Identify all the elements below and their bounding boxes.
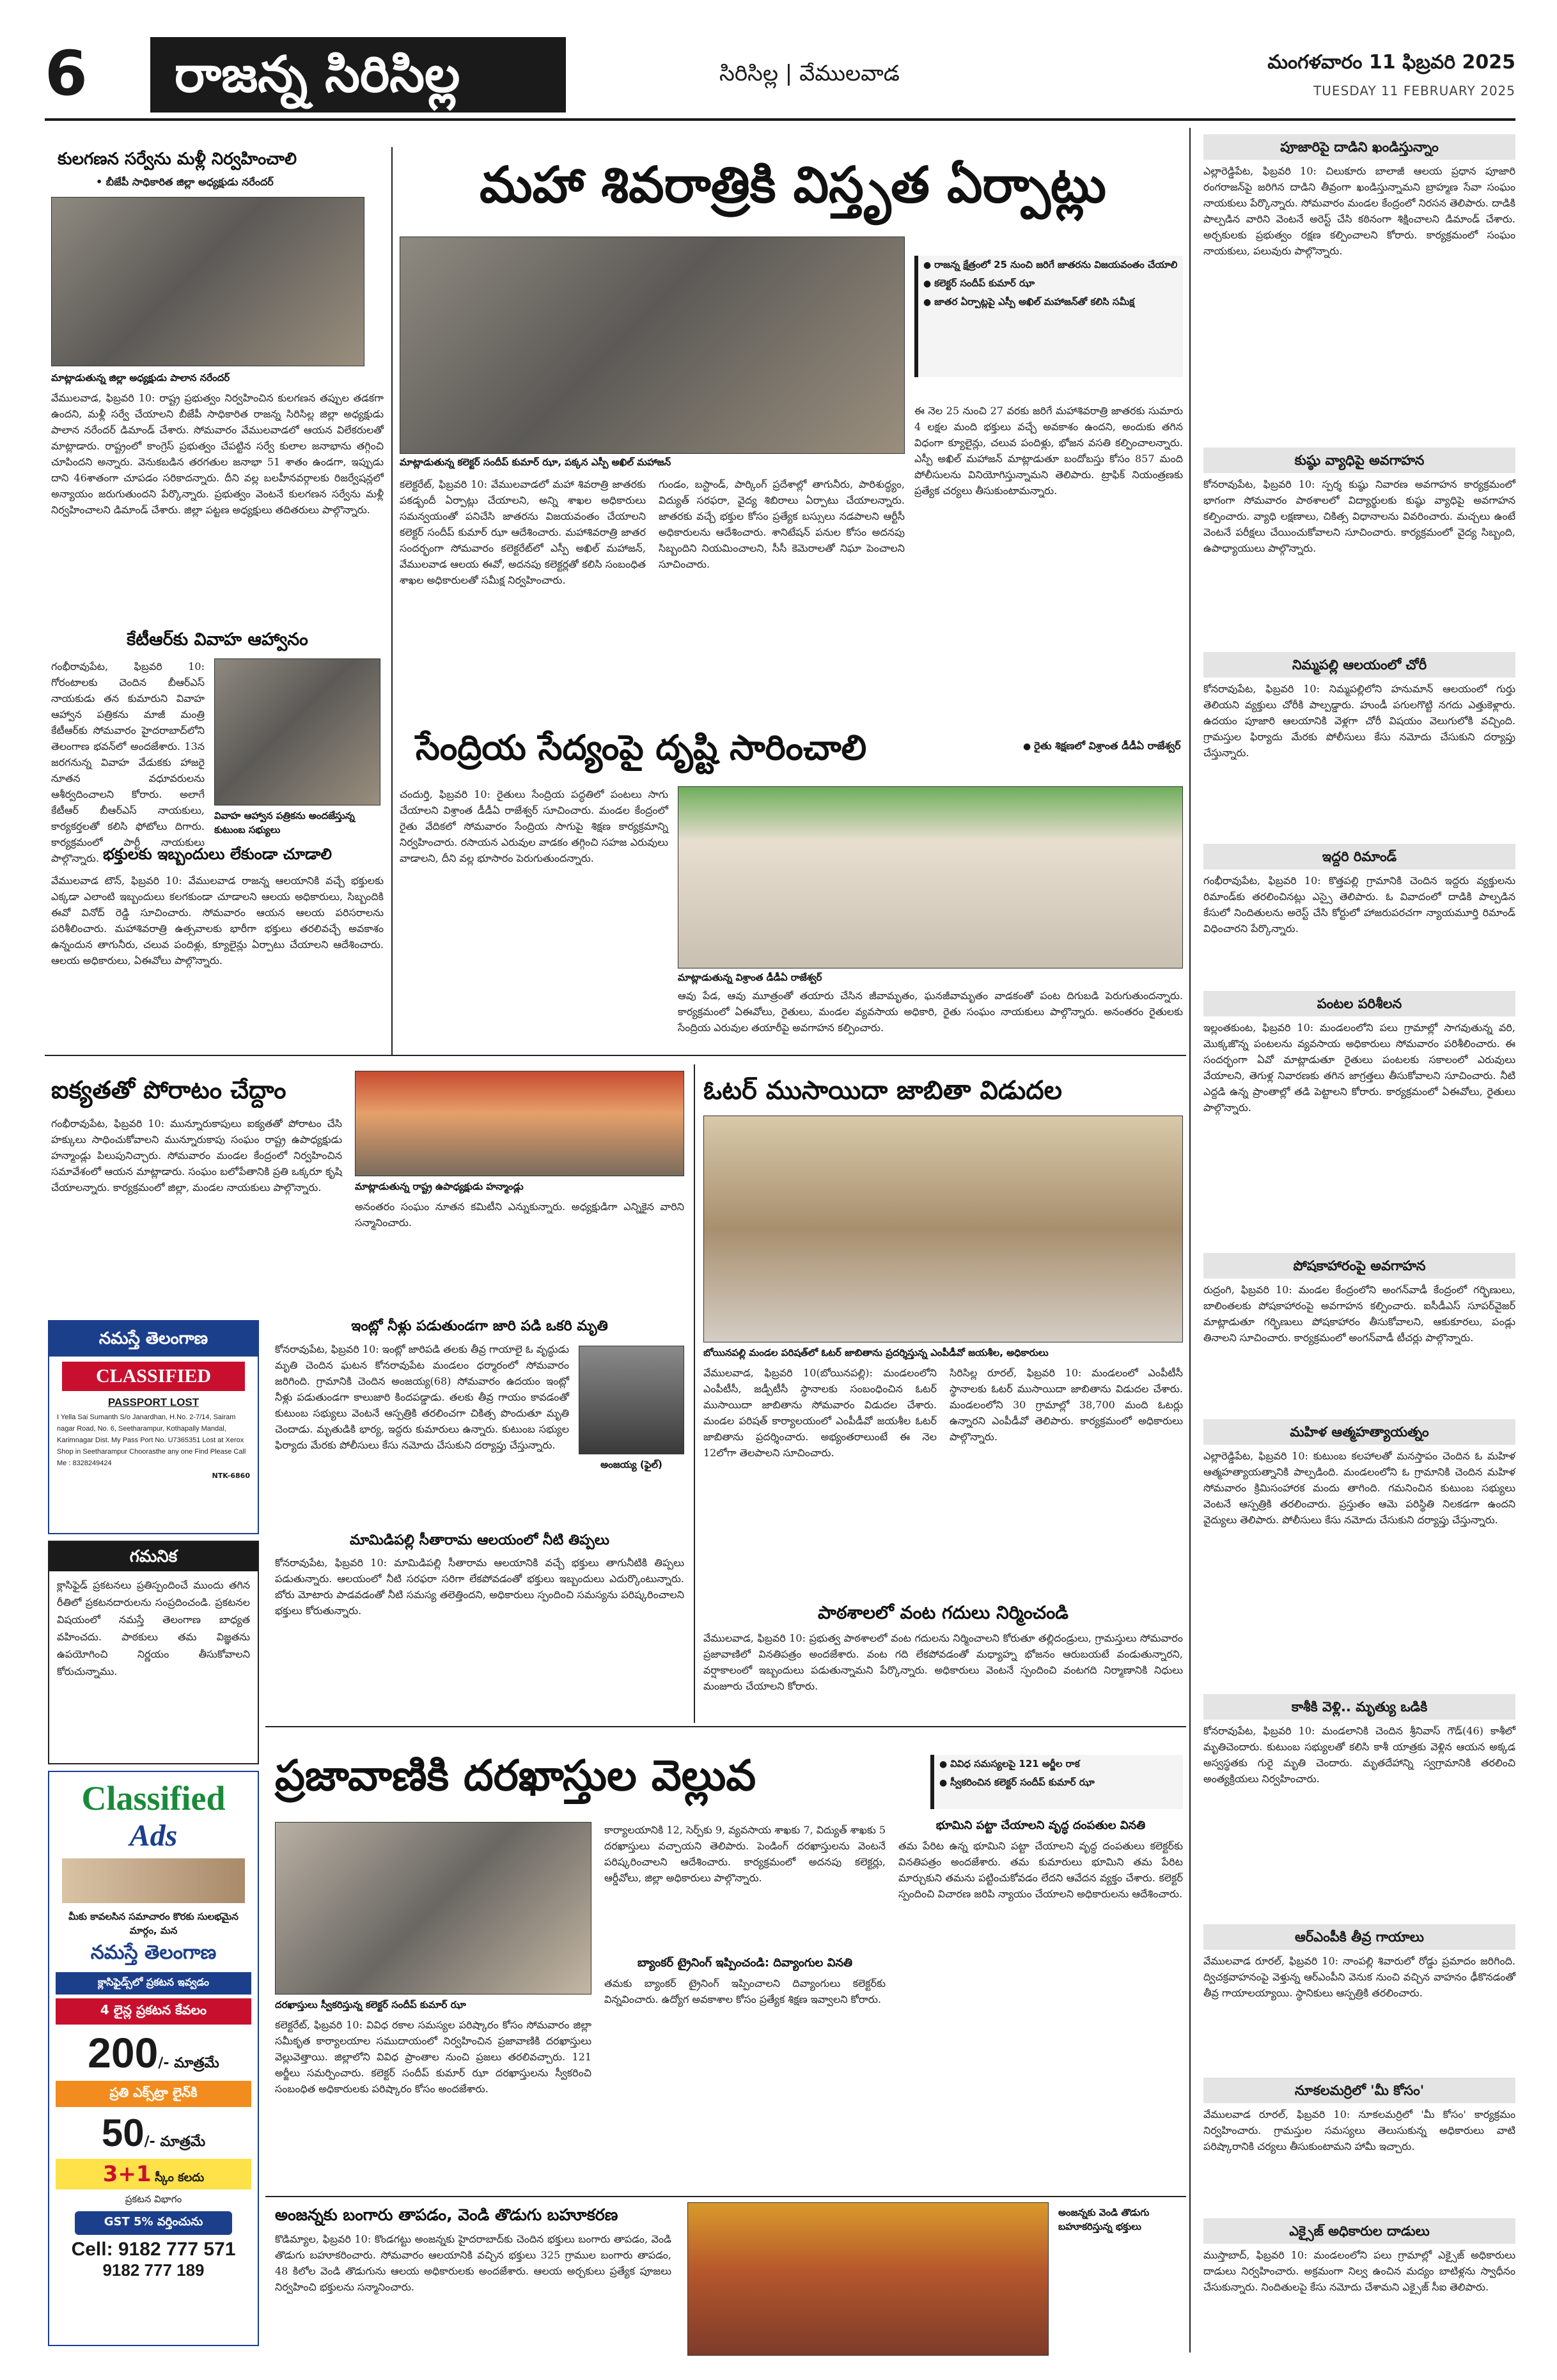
ad-brand: నమస్తే తెలంగాణ	[90, 1941, 217, 1964]
article-headline: ప్రజావాణికి దరఖాస్తుల వెల్లువ	[275, 1751, 756, 1800]
brief-headline: ఎక్సైజ్ అధికారుల దాడులు	[1203, 2218, 1515, 2244]
ad-label: CLASSIFIED	[62, 1362, 245, 1391]
column-divider	[1189, 128, 1191, 2353]
article-body: వేములవాడ, ఫిబ్రవరి 10: ప్రభుత్వ పాఠశాలలో వంట గదులను నిర్మించాలని కోరుతూ తల్లిదండ్రులు, గ్రామస్తులు సోమవారం ప్రజావాణిలో వినతిపత్రం అందజేశారు. వంట గది లేకపోవడంతో మధ్యాహ్న భోజనం ఆరుబయటే వండుతున్నారని, వర్షాకాలంలో ఇబ్బందులు పడుతున్నామని పేర్కొన్నారు. అధికారులు వెంటనే స్పందించి వంటగది నిర్మాణానికి నిధులు మంజూరు చేయాలని కోరారు.	[703, 1632, 1183, 1692]
article-subhead: ● రైతు శిక్షణలో విశ్రాంత డీడీఏ రాజేశ్వర్	[1023, 740, 1181, 752]
edition-title: రాజన్న సిరిసిల్ల	[150, 37, 566, 113]
brief-body: గంభీరావుపేట, ఫిబ్రవరి 10: కొత్తపల్లి గ్రామానికి చెందిన ఇద్దరు వ్యక్తులను రిమాండ్‌కు తరలించినట్లు ఎస్సై తెలిపారు. ఓ వివాదంలో దాడికి పాల్పడిన కేసులో నిందితులను అరెస్ట్ చేసి కోర్టులో హాజరుపరచగా న్యాయమూర్తి రిమాండ్ విధించారని పేర్కొన్నారు.	[1203, 875, 1515, 935]
ad-notice	[48, 1541, 259, 1764]
brief-body: వేములవాడ రూరల్, ఫిబ్రవరి 10: నాంపల్లి శివారులో రోడ్డు ప్రమాదం జరిగింది. ద్విచక్రవాహనంపై వెళ్తున్న ఆర్ఎంపీని వెనుక నుంచి వచ్చిన వాహనం ఢీకొనడంతో తీవ్ర గాయాలయ్యాయి. స్థానికులు ఆస్పత్రికి తరలించారు.	[1203, 1955, 1515, 1999]
masthead	[45, 32, 1515, 115]
photo-invitation	[214, 658, 380, 805]
article-body: వేములవాడ, ఫిబ్రవరి 10(బోయినపల్లి): మండలంలోని ఎంపీటీసీ, జడ్పీటీసీ స్థానాలకు సంబంధించిన ఓటర్ ముసాయిదా జాబితాను సోమవారం విడుదల చేశారు. మండల పరిషత్ కార్యాలయంలో ఎంపీడీవో జయశీల ఓటర్ జాబితాను ప్రదర్శించారు. అభ్యంతరాలుంటే ఈ నెల 12లోగా తెలపాలని సూచించారు.	[703, 1367, 937, 1459]
ad-item-title: PASSPORT LOST	[107, 1396, 200, 1408]
article-body: గుండం, బస్టాండ్, పార్కింగ్ ప్రదేశాల్లో తాగునీరు, పారిశుద్ధ్యం, విద్యుత్ సరఫరా, వైద్య శిబిరాలు ఏర్పాటు చేయాలన్నారు. జాతరకు వచ్చే భక్తుల కోసం ప్రత్యేక బస్సులు నడపాలని ఆర్టీసీ అధికారులను ఆదేశించారు. శానిటేషన్ పనుల కోసం అదనపు సిబ్బందిని నియమించాలని, సీసీ కెమెరాలతో నిఘా పెంచాలని సూచించారు.	[659, 478, 905, 570]
article-body: ఆవు పేడ, ఆవు మూత్రంతో తయారు చేసిన జీవామృతం, ఘనజీవామృతం వాడకంతో పంట దిగుబడి పెరుగుతుందన్నారు. కార్యక్రమంలో ఏఈవోలు, రైతులు, మండల వ్యవసాయ అధికారి, రైతు సంఘం నాయకులు పాల్గొన్నారు. అనంతరం రైతులకు సేంద్రియ ఎరువుల తయారీపై అవగాహన కల్పించారు.	[678, 990, 1183, 1034]
article-headline: కులగణన సర్వేను మళ్లీ నిర్వహించాలి	[58, 150, 297, 169]
photo-caption: మాట్లాడుతున్న రాష్ట్ర ఉపాధ్యక్షుడు హన్మాండ్లు	[355, 1181, 524, 1192]
ad-title-1: Classified	[81, 1779, 226, 1817]
masthead-rule	[45, 118, 1515, 121]
highlights-box	[930, 1755, 1183, 1809]
brief-body: ఎల్లారెడ్డిపేట, ఫిబ్రవరి 10: చిలుకూరు బాలాజీ ఆలయ ప్రధాన పూజారి రంగరాజన్‌పై జరిగిన దాడిని తీవ్రంగా ఖండిస్తున్నామని బ్రాహ్మణ సేవా సంఘం నాయకులు పేర్కొన్నారు. సోమవారం మండల కేంద్రంలో నిరసన తెలిపారు. దాడికి పాల్పడిన వారిని వెంటనే అరెస్ట్ చేసి కఠినంగా శిక్షించాలని డిమాండ్ చేశారు. అర్చకులకు ప్రభుత్వం రక్షణ కల్పించాలని కోరారు. కార్యక్రమంలో సంఘం నాయకులు, పలువురు పాల్గొన్నారు.	[1203, 165, 1515, 257]
brief-body: ముస్తాబాద్, ఫిబ్రవరి 10: మండలంలోని పలు గ్రామాల్లో ఎక్సైజ్ అధికారులు దాడులు నిర్వహించారు. అక్రమంగా నిల్వ ఉంచిన మద్యం బాటిళ్లను స్వాధీనం చేసుకున్నారు. నిందితులపై కేసు నమోదు చేశామని ఎక్సైజ్ సీఐ తెలిపారు.	[1203, 2249, 1515, 2293]
article-body: కోనరావుపేట, ఫిబ్రవరి 10: మామిడిపల్లి సీతారామ ఆలయానికి వచ్చే భక్తులు తాగునీటికి తిప్పలు పడుతున్నారు. ఆలయంలో నీటి సరఫరా సరిగా లేకపోవడంతో భక్తులు ఇబ్బందులు ఎదుర్కొంటున్నారు. బోరు మోటారు పాడవడంతో నీటి సమస్య తలెత్తిందని, అధికారులు స్పందించి సమస్యను పరిష్కరించాలని భక్తులు కోరుతున్నారు.	[275, 1557, 684, 1617]
article-body: చందుర్తి, ఫిబ్రవరి 10: రైతులు సేంద్రియ పద్ధతిలో పంటలు సాగు చేయాలని విశ్రాంత డీడీఏ రాజేశ్వర్ సూచించారు. మండల కేంద్రంలో రైతు వేదికలో సోమవారం సేంద్రియ సాగుపై శిక్షణ కార్యక్రమాన్ని నిర్వహించారు. రసాయన ఎరువుల వాడకం తగ్గించి సహజ ఎరువులు వాడాలని, దీని వల్ల భూసారం పెరుగుతుందన్నారు.	[400, 788, 668, 864]
highlight-item: ● జాతర ఏర్పాట్లపై ఎస్పీ అఖిల్ మహాజన్‌తో కలిసి సమీక్ష	[923, 296, 1135, 307]
brief-headline: ఆర్ఎంపీకి తీవ్ర గాయాలు	[1203, 1924, 1515, 1950]
ad-phone: Cell: 9182 777 571	[71, 2239, 236, 2260]
column-divider	[391, 147, 393, 1055]
highlights-box	[914, 256, 1183, 377]
subsection-headline: బ్యాంకర్ ట్రైనింగ్ ఇప్పించండి: దివ్యాంగుల వినతి	[637, 1956, 853, 1970]
photo-caption: అంజయ్య (ఫైల్)	[600, 1459, 662, 1470]
ad-note: ప్రకటన విభాగం	[125, 2193, 182, 2205]
row-divider	[265, 1726, 1186, 1727]
brief-headline: పూజారిపై దాడిని ఖండిస్తున్నాం	[1203, 134, 1515, 160]
article-headline: పాఠశాలలో వంట గదులు నిర్మించండి	[818, 1602, 1068, 1623]
ad-offer: 4 లైన్ల ప్రకటన కేవలం	[56, 1998, 251, 2025]
brief-headline: నిమ్మపల్లి ఆలయంలో చోరీ	[1203, 652, 1515, 678]
brief-body: కోనరావుపేట, ఫిబ్రవరి 10: స్పర్శ కుష్ఠు నివారణ అవగాహన కార్యక్రమంలో భాగంగా సోమవారం పాఠశాలలో విద్యార్థులకు కుష్ఠు వ్యాధిపై అవగాహన కల్పించారు. వ్యాధి లక్షణాలు, చికిత్స విధానాలను వివరించారు. మచ్చలు ఉంటే వెంటనే పరీక్షలు చేయించుకోవాలని సూచించారు. కార్యక్రమంలో వైద్య సిబ్బంది, ఉపాధ్యాయులు పాల్గొన్నారు.	[1203, 478, 1515, 554]
article-body: వేములవాడ, ఫిబ్రవరి 10: రాష్ట్ర ప్రభుత్వం నిర్వహించిన కులగణన తప్పుల తడకగా ఉందని, మళ్లీ సర్వే చేయాలని బీజేపీ సాధికారిత రాజన్న సిరిసిల్ల జిల్లా అధ్యక్షుడు పాలాన నరేందర్ డిమాండ్ చేశారు. సోమవారం వేములవాడలో ఆయన విలేకరులతో మాట్లాడారు. రాష్ట్రంలో కాంగ్రెస్ ప్రభుత్వం చేపట్టిన సర్వే కులాల జనాభాను తగ్గించి చూపిందని అన్నారు. వెనుకబడిన తరగతుల జనాభా 51 శాతం ఉండగా, ఇప్పుడు దాని 46శాతంగా చూపడం సరికాదన్నారు. దీని వల్ల బలహీనవర్గాలకు రిజర్వేషన్లలో అన్యాయం జరుగుతుందని పేర్కొన్నారు. ప్రభుత్వం వెంటనే కులగణన సర్వేను మళ్లీ నిర్వహించాలని డిమాండ్ చేశారు. జిల్లా పట్టణ అధ్యక్షులు తదితరులు పాల్గొన్నారు.	[51, 392, 384, 516]
article-body: కార్యాలయానికి 12, సెర్ప్‌కు 9, వ్యవసాయ శాఖకు 7, విద్యుత్ శాఖకు 5 దరఖాస్తులు వచ్చాయని తెలిపారు. పెండింగ్ దరఖాస్తులను వెంటనే పరిష్కరించాలని ఆదేశించారు. కార్యక్రమంలో అదనపు కలెక్టర్లు, ఆర్డీవోలు, జిల్లా అధికారులు పాల్గొన్నారు.	[604, 1824, 886, 1884]
article-body: కొడిమ్యాల, ఫిబ్రవరి 10: కొండగట్టు అంజన్నకు హైదరాబాద్‌కు చెందిన భక్తులు బంగారు తాపడం, వెండి తొడుగు బహూకరించారు. సోమవారం ఆలయానికి వచ్చిన భక్తులు 325 గ్రాముల బంగారు తాపడం, 48 కిలోల వెండి తొడుగును ఆలయ అధికారులకు అందజేశారు. ఆలయ అర్చకులు ప్రత్యేక పూజలు నిర్వహించి భక్తులను సన్మానించారు.	[275, 2233, 671, 2293]
row-divider	[45, 1055, 1186, 1056]
article-subhead: • బీజేపీ సాధికారిత జిల్లా అధ్యక్షుడు నరేందర్	[96, 176, 274, 188]
photo-caption: మాట్లాడుతున్న కలెక్టర్ సందీప్ కుమార్ ఝా, పక్కన ఎస్పీ అఖిల్ మహాజన్	[400, 456, 671, 468]
ad-price: 50/- మాత్రమే	[101, 2112, 206, 2154]
row-divider	[265, 2196, 1186, 2197]
photo-community-meeting	[355, 1071, 684, 1176]
brief-headline: కాశీకి వెళ్లి.. మృత్యు ఒడికి	[1203, 1694, 1515, 1720]
photo-voter-list	[703, 1116, 1183, 1342]
ad-title-2: Ads	[129, 1819, 178, 1853]
ad-classified-notice	[48, 1320, 259, 1534]
ad-price: 200/- మాత్రమే	[88, 2029, 219, 2076]
brief-headline: ఇద్దరి రిమాండ్	[1203, 844, 1515, 869]
highlight-item: ● స్వీకరించిన కలెక్టర్ సందీప్ కుమార్ ఝా	[939, 1777, 1095, 1788]
brief-body: కోనరావుపేట, ఫిబ్రవరి 10: మండలానికి చెందిన శ్రీనివాస్ గౌడ్(46) కాశీలో మృతిచెందారు. కుటుంబ సభ్యులతో కలిసి కాశీ యాత్రకు వెళ్లిన ఆయన అక్కడ అస్వస్థతకు గురై మృతి చెందారు. మృతదేహాన్ని స్వగ్రామానికి తరలించి అంత్యక్రియలు నిర్వహించారు.	[1203, 1725, 1515, 1785]
ad-heading: గమనిక	[49, 1542, 258, 1571]
ad-phone: 9182 777 189	[102, 2260, 205, 2280]
photo-caption: దరఖాస్తులు స్వీకరిస్తున్న కలెక్టర్ సందీప్ కుమార్ ఝా	[275, 1999, 466, 2011]
photo-press-meet	[51, 197, 364, 366]
edition-region: సిరిసిల్ల | వేములవాడ	[719, 61, 900, 86]
highlight-item: ● వివిధ సమస్యలపై 121 అర్జీల రాక	[939, 1758, 1080, 1769]
ad-line: క్లాసిఫైడ్స్‌లో ప్రకటన ఇవ్వడం	[56, 1972, 251, 1995]
article-body: ఈ నెల 25 నుంచి 27 వరకు జరిగే మహాశివరాత్రి జాతరకు సుమారు 4 లక్షల మంది భక్తులు వచ్చే అవకాశం ఉందని, అందుకు తగిన విధంగా క్యూలైన్లు, చలువ పందిళ్లు, భోజన వసతి కల్పించాలన్నారు. ఎస్పీ అఖిల్ మహాజన్ మాట్లాడుతూ బందోబస్తు కోసం 857 మంది పోలీసులను వినియోగిస్తున్నామని తెలిపారు. ట్రాఫిక్ నియంత్రణకు ప్రత్యేక చర్యలు తీసుకుంటామన్నారు.	[914, 405, 1183, 497]
highlight-item: ● రాజన్న క్షేత్రంలో 25 నుంచి జరిగే జాతరను విజయవంతం చేయాలి	[923, 259, 1178, 270]
photo-caption: మాట్లాడుతున్న జిల్లా అధ్యక్షుడు పాలాన నరేందర్	[51, 372, 230, 384]
brief-body: కోనరావుపేట, ఫిబ్రవరి 10: నిమ్మపల్లిలోని హనుమాన్ ఆలయంలో గుర్తు తెలియని వ్యక్తులు చోరీకి పాల్పడ్డారు. హుండీ పగులగొట్టి నగదు ఎత్తుకెళ్లారు. ఉదయం పూజారి ఆలయానికి వెళ్లగా చోరీ విషయం వెలుగులోకి వచ్చింది. గ్రామస్తుల ఫిర్యాదు మేరకు పోలీసులు కేసు నమోదు చేసుకుని దర్యాప్తు చేస్తున్నారు.	[1203, 683, 1515, 759]
article-headline: ఐక్యతతో పోరాటం చేద్దాం	[51, 1076, 286, 1104]
photo-caption: బోయినపల్లి మండల పరిషత్‌లో ఓటర్ జాబితాను ప్రదర్శిస్తున్న ఎంపీడీవో జయశీల, అధికారులు	[703, 1347, 1049, 1358]
photo-deceased	[579, 1346, 684, 1454]
subsection-headline: భూమిని పట్టా చేయాలని వృద్ధ దంపతుల వినతి	[935, 1819, 1146, 1832]
article-headline: అంజన్నకు బంగారు తాపడం, వెండి తొడుగు బహూకరణ	[275, 2205, 618, 2224]
article-headline: భక్తులకు ఇబ్బందులు లేకుండా చూడాలి	[102, 845, 333, 863]
ad-item-text: I Yella Sai Sumanth S/o Janardhan, H.No. 2-7/14, Sairam nagar Road, No. 6, Seetharampur, Kothapally Mandal, Karimnagar Dist. My Pass Port No. U7365351 Lost at Xerox Shop in Seetharampur Choorasthe any one Find Please Call Me : 8328249424	[57, 1413, 246, 1467]
brief-body: ఎల్లారెడ్డిపేట, ఫిబ్రవరి 10: కుటుంబ కలహాలతో మనస్తాపం చెందిన ఓ మహిళ ఆత్మహత్యాయత్నానికి పాల్పడింది. మండలంలోని ఓ గ్రామానికి చెందిన మహిళ సోమవారం క్రిమిసంహారక మందు తాగింది. గమనించిన కుటుంబ సభ్యులు వెంటనే ఆస్పత్రికి తరలించారు. ప్రస్తుతం ఆమె పరిస్థితి నిలకడగా ఉందని వైద్యులు తెలిపారు. పోలీసులు కేసు నమోదు చేసుకుని దర్యాప్తు చేస్తున్నారు.	[1203, 1450, 1515, 1526]
article-body: తమ పేరిట ఉన్న భూమిని పట్టా చేయాలని వృద్ధ దంపతులు కలెక్టర్‌కు వినతిపత్రం అందజేశారు. తమ కుమారులు భూమిని తమ పేరిట మార్చుకుని తమను పట్టించుకోవడం లేదని ఆవేదన వ్యక్తం చేశారు. కలెక్టర్ స్పందించి విచారణ జరిపి న్యాయం చేయాలని అధికారులను ఆదేశించారు.	[898, 1840, 1183, 1900]
article-body: సిరిసిల్ల రూరల్, ఫిబ్రవరి 10: మండలంలో ఎంపీటీసీ స్థానాలకు ఓటర్ ముసాయిదా జాబితాను విడుదల చేశారు. మండలంలోని 30 గ్రామాల్లో 38,700 మంది ఓటర్లు ఉన్నారని ఎంపీడీవో తెలిపారు. కార్యక్రమంలో అధికారులు పాల్గొన్నారు.	[950, 1367, 1183, 1443]
date-telugu: మంగళవారం 11 ఫిబ్రవరి 2025	[1267, 51, 1515, 74]
page-number: 6	[45, 38, 88, 109]
brief-body: రుద్రంగి, ఫిబ్రవరి 10: మండల కేంద్రంలోని అంగన్‌వాడీ కేంద్రంలో గర్భిణులు, బాలింతలకు పోషకాహారంపై అవగాహన కల్పించారు. ఐసీడీఎస్ సూపర్‌వైజర్ మాట్లాడుతూ గర్భిణులు పోషకాహారం తీసుకోవాలని, ఆకుకూరలు, పండ్లు తినాలని సూచించారు. కార్యక్రమంలో అంగన్‌వాడీ టీచర్లు పాల్గొన్నారు.	[1203, 1284, 1515, 1344]
article-body: గంభీరావుపేట, ఫిబ్రవరి 10: మున్నూరుకాపులు ఐక్యతతో పోరాటం చేసి హక్కులు సాధించుకోవాలని మున్నూరుకాపు సంఘం రాష్ట్ర ఉపాధ్యక్షుడు హన్మాండ్లు పిలుపునిచ్చారు. సోమవారం మండల కేంద్రంలో నిర్వహించిన సమావేశంలో ఆయన మాట్లాడారు. సంఘం బలోపేతానికి ప్రతి ఒక్కరూ కృషి చేయాలన్నారు. కార్యక్రమంలో జిల్లా, మండల నాయకులు పాల్గొన్నారు.	[51, 1117, 342, 1194]
brief-headline: పంటల పరిశీలన	[1203, 991, 1515, 1016]
date-english: TUESDAY 11 FEBRUARY 2025	[1313, 83, 1515, 98]
article-headline: ఓటర్ ముసాయిదా జాబితా విడుదల	[703, 1076, 1062, 1105]
photo-gold-offering	[687, 2202, 1049, 2356]
brief-body: వేములవాడ రూరల్, ఫిబ్రవరి 10: నూకలమర్రిలో 'మీ కోసం' కార్యక్రమం నిర్వహించారు. గ్రామస్తుల సమస్యలు తెలుసుకున్న అధికారులు వాటి పరిష్కారానికి చర్యలు తీసుకుంటామని హామీ ఇచ్చారు.	[1203, 2108, 1515, 2152]
ad-line: మీకు కావలసిన సమాచారం కొరకు సులభమైన మార్గం, మన	[68, 1911, 239, 1936]
article-body: కలెక్టరేట్, ఫిబ్రవరి 10: వేములవాడలో మహా శివరాత్రి జాతరకు పకడ్బందీ ఏర్పాట్లు చేయాలని, అన్ని శాఖల అధికారులు సమన్వయంతో పనిచేసి జాతరను విజయవంతం చేయాలని కలెక్టర్ సందీప్ కుమార్ ఝా ఆదేశించారు. మహాశివరాత్రి జాతర సందర్భంగా సోమవారం కలెక్టరేట్‌లో ఎస్పీ అఖిల్ మహాజన్, వేములవాడ ఆలయ ఈవో, అదనపు కలెక్టర్లతో కలిసి సంబంధిత శాఖల అధికారులతో సమీక్ష నిర్వహించారు.	[400, 478, 646, 586]
photo-review-meeting	[400, 237, 905, 454]
highlight-item: ● కలెక్టర్ సందీప్ కుమార్ ఝా	[923, 277, 1035, 289]
brief-headline: పోషకాహారంపై అవగాహన	[1203, 1253, 1515, 1279]
article-body: తమకు బ్యాంకర్ ట్రైనింగ్ ఇప్పించాలని దివ్యాంగులు కలెక్టర్‌కు విన్నవించారు. ఉద్యోగ అవకాశాల కోసం ప్రత్యేక శిక్షణ ఇవ్వాలని కోరారు.	[604, 1977, 886, 2005]
article-body: వేములవాడ టౌన్, ఫిబ్రవరి 10: వేములవాడ రాజన్న ఆలయానికి వచ్చే భక్తులకు ఎక్కడా ఎలాంటి ఇబ్బందులు కలగకుండా చూడాలని ఆలయ అధికారులు, సిబ్బందికి ఈవో వినోద్ రెడ్డి సూచించారు. సోమవారం ఆయన ఆలయ పరిసరాలను పరిశీలించారు. మహాశివరాత్రి ఉత్సవాలకు భారీగా భక్తులు తరలివచ్చే అవకాశం ఉన్నందున తాగునీరు, చలువ పందిళ్లు, క్యూలైన్లు ఏర్పాటు చేయాలని ఆదేశించారు. ఆలయ అధికారులు, ఏఈవోలు పాల్గొన్నారు.	[51, 875, 384, 967]
lead-headline: మహా శివరాత్రికి విస్తృత ఏర్పాట్లు	[480, 157, 1106, 214]
brief-body: ఇల్లంతకుంట, ఫిబ్రవరి 10: మండలంలోని పలు గ్రామాల్లో సాగవుతున్న వరి, మొక్కజొన్న పంటలను వ్యవసాయ అధికారులు సోమవారం పరిశీలించారు. ఈ సందర్భంగా ఏవో మాట్లాడుతూ రైతులు పంటలకు సకాలంలో ఎరువులు వేయాలని, తెగుళ్ల నివారణకు తగిన జాగ్రత్తలు తీసుకోవాలని సూచించారు. నీటి ఎద్దడి ఉన్న ప్రాంతాల్లో తడి పెట్టాలని కోరారు. కార్యక్రమంలో ఏఈవోలు, రైతులు పాల్గొన్నారు.	[1203, 1022, 1515, 1114]
brief-headline: నూకలమర్రిలో 'మీ కోసం'	[1203, 2078, 1515, 2103]
ad-illustration	[62, 1858, 245, 1903]
article-body: కలెక్టరేట్, ఫిబ్రవరి 10: వివిధ రకాల సమస్యల పరిష్కారం కోసం సోమవారం జిల్లా సమీకృత కార్యాలయాల సముదాయంలో నిర్వహించిన ప్రజావాణికి దరఖాస్తులు వెల్లువెత్తాయి. జిల్లాలోని వివిధ ప్రాంతాల నుంచి ప్రజలు తరలివచ్చారు. 121 అర్జీలు సమర్పించారు. కలెక్టర్ సందీప్ కుమార్ ఝా దరఖాస్తులను స్వీకరించి సంబంధిత అధికారులకు పరిష్కారం కోసం అందజేశారు.	[275, 2019, 591, 2095]
photo-caption: మాట్లాడుతున్న విశ్రాంత డీడీఏ రాజేశ్వర్	[678, 972, 822, 983]
ad-brand: నమస్తే తెలంగాణ	[49, 1321, 258, 1357]
ad-code: NTK-6860	[212, 1472, 250, 1480]
photo-caption: అంజన్నకు వెండి తొడుగు బహూకరిస్తున్న భక్తులు	[1058, 2207, 1150, 2232]
brief-headline: కుష్ఠు వ్యాధిపై అవగాహన	[1203, 447, 1515, 473]
article-body: కోనరావుపేట, ఫిబ్రవరి 10: ఇంట్లో జారిపడి తలకు తీవ్ర గాయాలై ఓ వృద్ధుడు మృతి చెందిన ఘటన కోనరావుపేట మండలం ధర్మారంలో సోమవారం జరిగింది. గ్రామానికి చెందిన అంజయ్య(68) సోమవారం ఉదయం ఇంట్లో నీళ్లు పడుతుండగా కాలుజారి కిందపడ్డాడు. తలకు తీవ్ర గాయం కావడంతో కుటుంబ సభ్యులు వెంటనే ఆస్పత్రికి తరలించగా చికిత్స పొందుతూ మృతి చెందాడు. మృతుడికి భార్య, ఇద్దరు కుమారులు ఉన్నారు. కుటుంబ సభ్యుల ఫిర్యాదు మేరకు పోలీసులు కేసు నమోదు చేసుకుని దర్యాప్తు చేస్తున్నారు.	[275, 1343, 569, 1451]
brief-headline: మహిళ ఆత్మహత్యాయత్నం	[1203, 1419, 1515, 1445]
article-body: అనంతరం సంఘం నూతన కమిటీని ఎన్నుకున్నారు. అధ్యక్షుడిగా ఎన్నికైన వారిని సన్మానించారు.	[355, 1201, 684, 1229]
article-headline: కేటీఆర్‌కు వివాహ ఆహ్వానం	[127, 630, 308, 649]
article-headline: మామిడిపల్లి సీతారామ ఆలయంలో నీటి తిప్పలు	[349, 1532, 609, 1548]
article-headline: సేంద్రియ సేద్యంపై దృష్టి సారించాలి	[416, 727, 867, 768]
ad-text: క్లాసిఫైడ్ ప్రకటనలు ప్రతిస్పందించే ముందు తగిన రీతిలో ప్రకటనదారులను సంప్రదించండి. ప్రకటనల విషయంలో నమస్తే తెలంగాణ బాధ్యత వహించదు. పాఠకులు తమ విజ్ఞతను ఉపయోగించి నిర్ణయం తీసుకోవాలని కోరుచున్నాము.	[57, 1579, 250, 1677]
article-headline: ఇంట్లో నీళ్లు పడుతుండగా జారి పడి ఒకరి మృతి	[351, 1318, 608, 1334]
ad-offer: 3+1 స్కీం కలదు	[56, 2159, 251, 2189]
ad-offer: ప్రతి ఎక్స్‌ట్రా లైన్‌కి	[56, 2081, 251, 2107]
column-divider	[694, 1064, 695, 1723]
article-body: గంభీరావుపేట, ఫిబ్రవరి 10: గోరంటాలకు చెందిన బీఆర్ఎస్ నాయకుడు తన కుమారుని వివాహ ఆహ్వాన పత్రికను మాజీ మంత్రి కేటీఆర్‌కు సోమవారం హైదరాబాద్‌లోని తెలంగాణ భవన్‌లో అందజేశారు. 13న జరగనున్న వివాహ వేడుకకు హాజరై నూతన వధూవరులను ఆశీర్వదించాలని కోరారు. అలాగే కేటీఆర్ బీఆర్ఎస్ నాయకులు, కార్యకర్తలతో కలిసి ఫోటోలు దిగారు. కార్యక్రమంలో పార్టీ నాయకులు పాల్గొన్నారు.	[51, 660, 205, 864]
photo-prajavani	[275, 1822, 591, 1995]
ad-classified-rates	[48, 1771, 259, 2346]
photo-caption: వివాహ ఆహ్వాన పత్రికను అందజేస్తున్న కుటుంబ సభ్యులు	[214, 810, 355, 836]
photo-farmer-training	[678, 786, 1183, 968]
ad-gst: GST 5% వర్తించును	[75, 2211, 232, 2235]
